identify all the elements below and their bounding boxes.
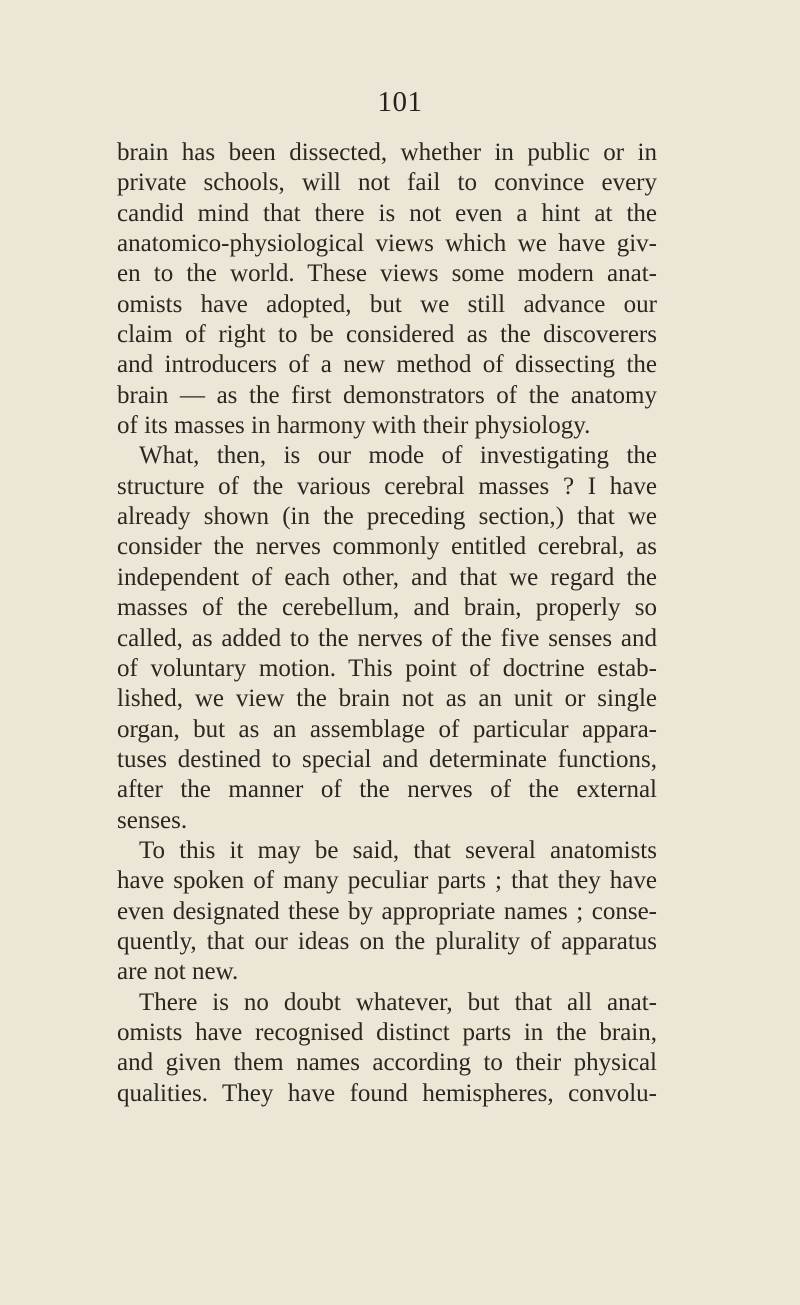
text-line: after the manner of the nerves of the external bbox=[117, 776, 657, 804]
paragraph-start-line: What, then, is our mode of investigating the bbox=[139, 442, 657, 470]
text-line: omists have adopted, but we still advance our bbox=[117, 290, 657, 318]
page-number: 101 bbox=[377, 86, 423, 118]
text-line: candid mind that there is not even a hint at the bbox=[117, 199, 657, 227]
paragraph-start-line: To this it may be said, that several anatomists bbox=[139, 836, 657, 864]
text-line: and given them names according to their physical bbox=[117, 1049, 657, 1077]
body-text bbox=[117, 138, 657, 1109]
text-line: independent of each other, and that we regard the bbox=[117, 563, 657, 591]
text-line: of voluntary motion. This point of doctrine estab- bbox=[117, 654, 657, 682]
text-line: called, as added to the nerves of the five senses and bbox=[117, 624, 657, 652]
text-line: claim of right to be considered as the discoverers bbox=[117, 321, 657, 349]
text-line: private schools, will not fail to convince every bbox=[117, 169, 657, 197]
text-line: even designated these by appropriate names ; conse- bbox=[117, 897, 657, 925]
text-line: lished, we view the brain not as an unit or single bbox=[117, 685, 657, 713]
text-line: of its masses in harmony with their physiology. bbox=[117, 412, 591, 440]
paragraph-start-line: There is no doubt whatever, but that all anat- bbox=[139, 988, 657, 1016]
text-line: qualities. They have found hemispheres, convolu- bbox=[117, 1079, 657, 1107]
text-line: brain — as the first demonstrators of the anatomy bbox=[117, 381, 657, 409]
text-line: quently, that our ideas on the plurality of apparatus bbox=[117, 927, 657, 955]
text-line: masses of the cerebellum, and brain, properly so bbox=[117, 594, 657, 622]
text-line: omists have recognised distinct parts in the brain, bbox=[117, 1018, 657, 1046]
text-line: consider the nerves commonly entitled cerebral, as bbox=[117, 533, 657, 561]
text-line: senses. bbox=[117, 806, 188, 834]
text-line: en to the world. These views some modern anat- bbox=[117, 260, 657, 288]
text-line: and introducers of a new method of dissecting the bbox=[117, 351, 657, 379]
text-line: structure of the various cerebral masses ? I have bbox=[117, 472, 657, 500]
text-line: anatomico-physiological views which we have giv- bbox=[117, 230, 657, 258]
text-line: have spoken of many peculiar parts ; that they have bbox=[117, 867, 657, 895]
text-line: already shown (in the preceding section,) that we bbox=[117, 503, 657, 531]
text-line: organ, but as an assemblage of particular appara- bbox=[117, 715, 657, 743]
text-line: brain has been dissected, whether in public or in bbox=[117, 139, 657, 166]
text-line: tuses destined to special and determinate functions, bbox=[117, 745, 657, 773]
text-line: are not new. bbox=[117, 958, 239, 986]
